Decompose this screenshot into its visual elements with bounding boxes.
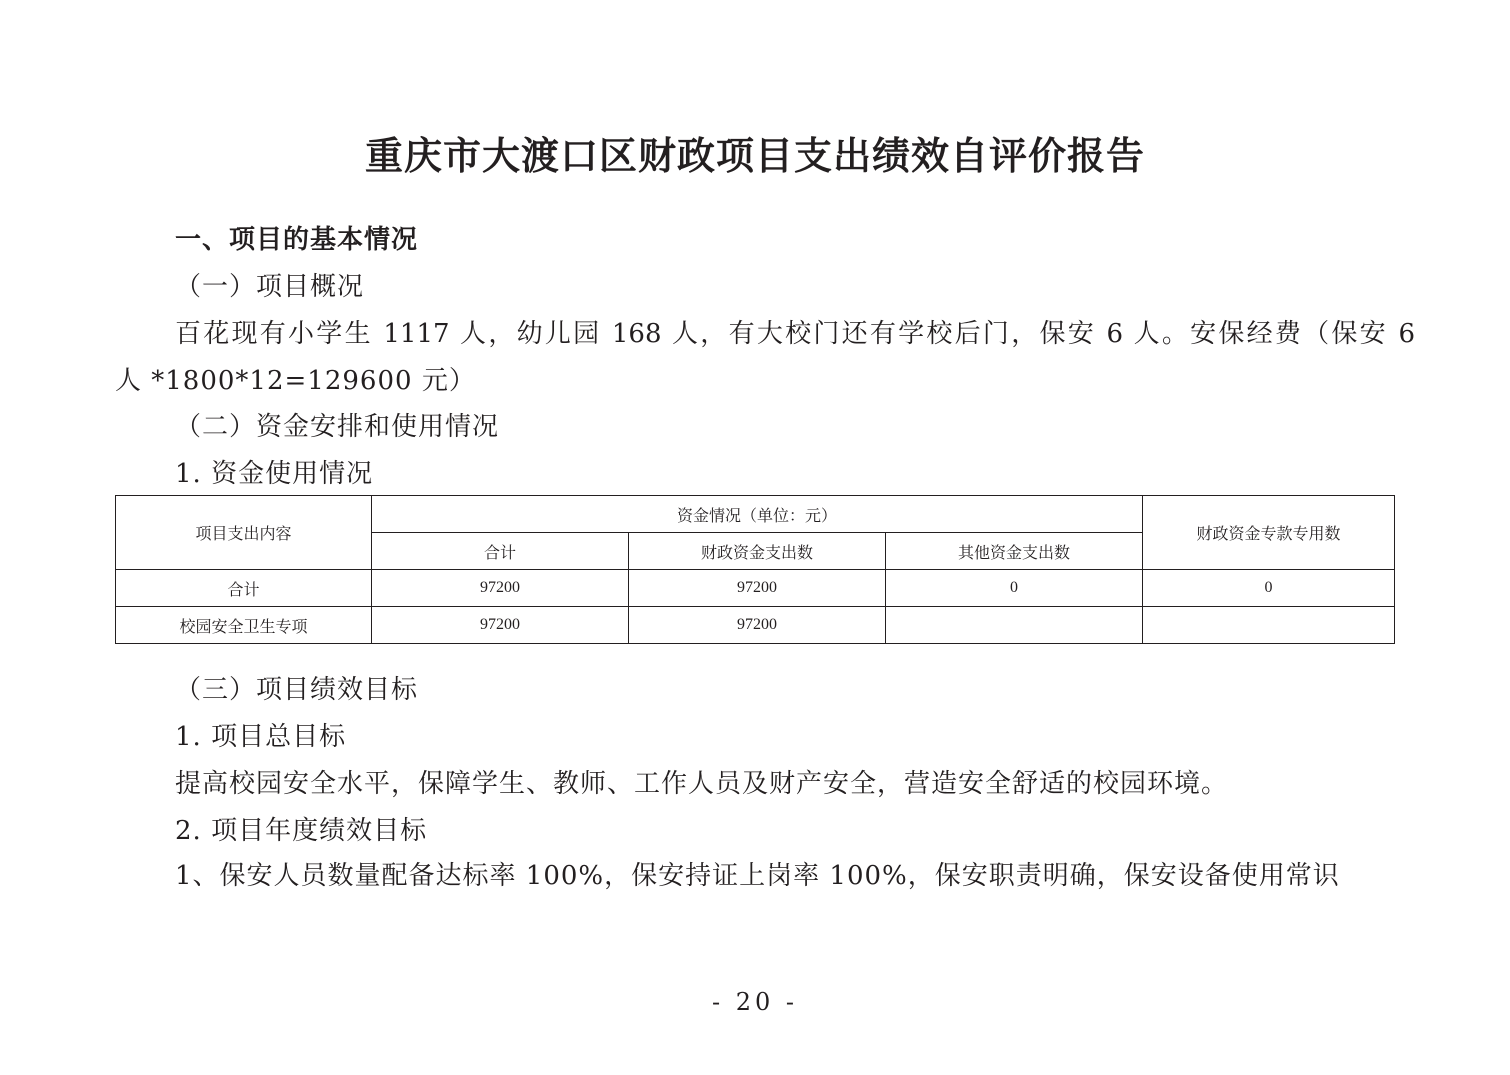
overview-paragraph-line-2: 人 *1800*12=129600 元）	[115, 366, 476, 396]
cell-special	[1143, 607, 1395, 644]
sub-heading-fund-usage: 1. 资金使用情况	[175, 459, 374, 489]
table-row	[116, 570, 1395, 607]
cell-total: 97200	[372, 607, 629, 644]
cell-fiscal: 97200	[629, 570, 886, 607]
cell-other: 0	[886, 570, 1143, 607]
sub-heading-overall-goal: 1. 项目总目标	[175, 722, 347, 752]
cell-item: 合计	[116, 570, 372, 607]
page-number: - 20 -	[711, 988, 798, 1016]
header-fund-status: 资金情况（单位：元）	[372, 496, 1143, 533]
cell-total: 97200	[372, 570, 629, 607]
cell-fiscal: 97200	[629, 607, 886, 644]
table-row	[116, 607, 1395, 644]
header-special: 财政资金专款专用数	[1143, 496, 1395, 570]
fund-usage-table	[115, 495, 1395, 644]
cell-item: 校园安全卫生专项	[116, 607, 372, 644]
subsection-heading-goals: （三）项目绩效目标	[175, 675, 419, 705]
subsection-heading-funding: （二）资金安排和使用情况	[175, 412, 500, 442]
subsection-heading-overview: （一）项目概况	[175, 272, 365, 302]
overview-paragraph-line-1: 百花现有小学生 1117 人，幼儿园 168 人，有大校门还有学校后门，保安 6 人。安保经费（保安 6	[175, 319, 1415, 349]
sub-heading-annual-goal: 2. 项目年度绩效目标	[175, 816, 428, 846]
header-total: 合计	[372, 533, 629, 570]
header-other: 其他资金支出数	[886, 533, 1143, 570]
header-fiscal: 财政资金支出数	[629, 533, 886, 570]
header-item: 项目支出内容	[116, 496, 372, 570]
table-header-row	[116, 496, 1395, 533]
cell-other	[886, 607, 1143, 644]
section-heading-basic-info: 一、项目的基本情况	[175, 225, 419, 255]
annual-goal-text: 1、保安人员数量配备达标率 100%，保安持证上岗率 100%，保安职责明确，保安设备使用常识	[175, 861, 1340, 891]
cell-special: 0	[1143, 570, 1395, 607]
overall-goal-text: 提高校园安全水平，保障学生、教师、工作人员及财产安全，营造安全舒适的校园环境。	[175, 769, 1229, 799]
page-title: 重庆市大渡口区财政项目支出绩效自评价报告	[364, 134, 1145, 178]
